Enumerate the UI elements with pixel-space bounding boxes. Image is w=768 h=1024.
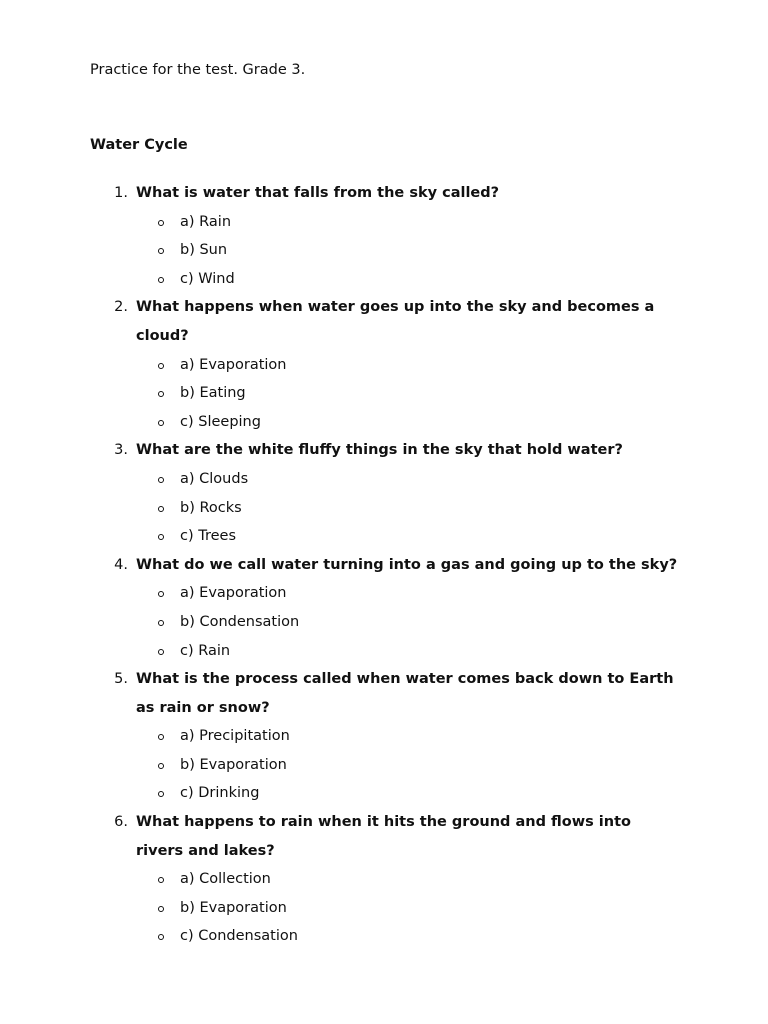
option-item <box>0 865 768 894</box>
option-item <box>0 208 768 237</box>
option-list <box>0 208 768 294</box>
question-item <box>0 293 768 436</box>
option-item <box>0 779 768 808</box>
option-text: c) Wind <box>180 270 235 287</box>
option-item <box>0 265 768 294</box>
option-item <box>0 608 768 637</box>
option-text: b) Evaporation <box>180 756 287 773</box>
question-number: 6. <box>114 814 128 831</box>
question-item <box>0 551 768 665</box>
option-item <box>0 922 768 951</box>
option-text: b) Condensation <box>180 613 300 630</box>
question-text: What is water that falls from the sky called? <box>136 185 500 201</box>
question-number: 4. <box>114 556 128 573</box>
option-text: c) Trees <box>180 528 237 545</box>
circle-bullet-icon <box>158 420 164 426</box>
question-number: 1. <box>114 185 128 201</box>
option-text: c) Sleeping <box>180 413 261 430</box>
option-text: c) Drinking <box>180 785 260 802</box>
option-text: b) Eating <box>180 385 246 402</box>
option-item <box>0 465 768 494</box>
question-item <box>0 179 768 293</box>
circle-bullet-icon <box>158 763 164 769</box>
option-item <box>0 637 768 666</box>
option-text: c) Condensation <box>180 928 298 945</box>
option-item <box>0 522 768 551</box>
option-list <box>0 351 768 437</box>
option-text: a) Clouds <box>180 470 249 487</box>
question-list <box>0 179 768 951</box>
option-text: b) Sun <box>180 242 228 259</box>
option-list <box>0 865 768 951</box>
option-text: b) Rocks <box>180 499 242 516</box>
option-item <box>0 894 768 923</box>
circle-bullet-icon <box>158 620 164 626</box>
option-text: a) Collection <box>180 871 271 888</box>
circle-bullet-icon <box>158 877 164 883</box>
option-text: b) Evaporation <box>180 899 287 916</box>
circle-bullet-icon <box>158 506 164 512</box>
question-item <box>0 436 768 550</box>
question-text: What happens to rain when it hits the ground and flows into rivers and lakes? <box>136 814 631 859</box>
circle-bullet-icon <box>158 220 164 226</box>
circle-bullet-icon <box>158 477 164 483</box>
option-list <box>0 722 768 808</box>
option-item <box>0 351 768 380</box>
circle-bullet-icon <box>158 391 164 397</box>
option-item <box>0 579 768 608</box>
question-number: 3. <box>114 442 128 459</box>
option-text: a) Evaporation <box>180 585 287 602</box>
question-text: What do we call water turning into a gas and going up to the sky? <box>136 556 678 573</box>
circle-bullet-icon <box>158 934 164 940</box>
option-item <box>0 751 768 780</box>
circle-bullet-icon <box>158 277 164 283</box>
circle-bullet-icon <box>158 534 164 540</box>
option-item <box>0 379 768 408</box>
option-item <box>0 494 768 523</box>
intro-text: Practice for the test. Grade 3. <box>90 62 306 78</box>
option-list <box>0 579 768 665</box>
option-text: a) Rain <box>180 213 232 230</box>
question-number: 2. <box>114 299 128 316</box>
option-text: a) Precipitation <box>180 728 290 745</box>
option-text: c) Rain <box>180 642 231 659</box>
option-list <box>0 465 768 551</box>
option-item <box>0 408 768 437</box>
circle-bullet-icon <box>158 591 164 597</box>
question-text: What happens when water goes up into the sky and becomes a cloud? <box>136 299 655 344</box>
option-item <box>0 722 768 751</box>
question-number: 5. <box>114 671 128 688</box>
question-item <box>0 665 768 808</box>
circle-bullet-icon <box>158 734 164 740</box>
option-item <box>0 236 768 265</box>
circle-bullet-icon <box>158 906 164 912</box>
circle-bullet-icon <box>158 791 164 797</box>
question-item <box>0 808 768 951</box>
circle-bullet-icon <box>158 363 164 369</box>
question-text: What are the white fluffy things in the sky that hold water? <box>136 442 623 459</box>
option-text: a) Evaporation <box>180 356 287 373</box>
section-title: Water Cycle <box>90 137 188 153</box>
circle-bullet-icon <box>158 649 164 655</box>
circle-bullet-icon <box>158 248 164 254</box>
question-text: What is the process called when water comes back down to Earth as rain or snow? <box>136 671 674 716</box>
